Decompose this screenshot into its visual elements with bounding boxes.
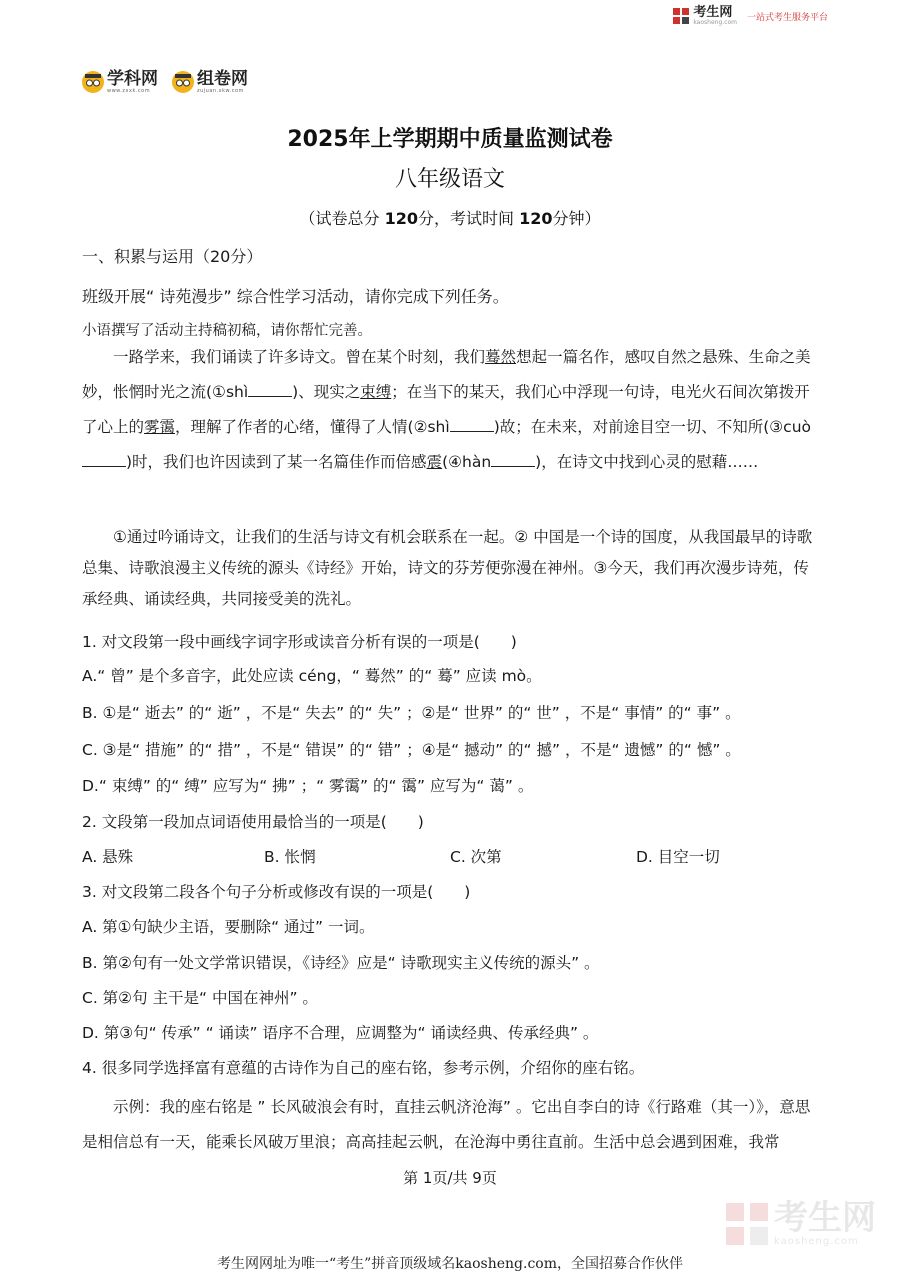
watermark-logo-icon xyxy=(726,1203,768,1245)
question-2-option-c[interactable]: C. 次第 xyxy=(450,848,502,866)
watermark xyxy=(726,1200,876,1247)
question-4-stem: 4. 很多同学选择富有意蕴的古诗作为自己的座右铭，参考示例，介绍你的座右铭。 xyxy=(82,1059,645,1077)
question-2-option-d[interactable]: D. 目空一切 xyxy=(636,848,720,866)
page-number: 第 1页/共 9页 xyxy=(403,1169,497,1187)
question-3-option-b[interactable]: B. 第②句有一处文学常识错误，《诗经》应是“ 诗歌现实主义传统的源头” 。 xyxy=(82,954,600,972)
question-1-option-a[interactable]: A.“ 曾” 是个多音字，此处应读 céng，“ 蓦然” 的“ 蓦” 应读 mò。 xyxy=(82,667,542,685)
question-2-stem: 2. 文段第一段加点词语使用最恰当的一项是( ) xyxy=(82,813,424,831)
question-1-stem: 1. 对文段第一段中画线字词字形或读音分析有误的一项是( ) xyxy=(82,633,517,651)
question-3-option-d[interactable]: D. 第③句“ 传承” “ 诵读” 语序不合理，应调整为“ 诵读经典、传承经典” 。 xyxy=(82,1024,599,1042)
footer-note: 考生网网址为唯一“考生”拼音顶级域名kaosheng.com，全国招募合作伙伴 xyxy=(216,1256,684,1272)
info-pre: （试卷总分 xyxy=(299,209,385,228)
zxxk-logo xyxy=(82,70,158,94)
underlined-word: 震 xyxy=(426,453,443,471)
info-post: 分钟） xyxy=(552,209,601,228)
brand-name: 考生网 xyxy=(693,5,733,20)
question-3-option-c[interactable]: C. 第②句 主干是“ 中国在神州” 。 xyxy=(82,989,318,1007)
logo2-name: 组卷网 xyxy=(197,69,248,89)
task-text: 班级开展“ 诗苑漫步” 综合性学习活动，请你完成下列任务。 xyxy=(82,287,509,306)
watermark-domain: kaosheng.com xyxy=(774,1236,859,1247)
underlined-word: 束缚 xyxy=(360,383,392,401)
kaosheng-logo-icon xyxy=(673,8,689,24)
underlined-word: 雾霭 xyxy=(144,418,176,436)
question-2-options xyxy=(82,845,820,867)
exam-info xyxy=(0,206,900,229)
answer-blank-2[interactable] xyxy=(450,417,494,432)
zujuan-logo xyxy=(172,70,248,94)
info-mid: 分，考试时间 xyxy=(417,209,520,228)
intro-text: 小语撰写了活动主持稿初稿，请你帮忙完善。 xyxy=(82,323,372,339)
brand-domain: kaosheng.com xyxy=(693,19,737,26)
answer-blank-3[interactable] xyxy=(82,452,126,467)
paragraph-1: 一路学来，我们诵读了许多诗文。曾在某个时刻，我们蓦然想起一篇名作，感叹自然之悬殊、生命之美妙，怅惘时光之流(①shì )、现实之束缚；在当下的某天，我们心中浮现一句诗，电光火石间次第拨开了心上的雾霭，理解了作者的心绪，懂得了人情(②shì )故；在未来，对前途目空一切、不知所(③cuò)时，我们也许因读到了某一名篇佳作而倍感震(④hàn )，在诗文中找到心灵的慰藉…… xyxy=(82,348,812,471)
logo1-name: 学科网 xyxy=(107,69,158,89)
logo1-url: www.zxxk.com xyxy=(107,88,151,94)
answer-blank-4[interactable] xyxy=(491,452,535,467)
question-1-option-d[interactable]: D.“ 束缚” 的“ 缚” 应写为“ 拂” ；“ 雾霭” 的“ 霭” 应写为“ 蔼” 。 xyxy=(82,777,534,795)
mascot-icon xyxy=(172,71,194,93)
section-heading: 一、积累与运用（20分） xyxy=(82,247,263,266)
watermark-text: 考生网 xyxy=(774,1198,876,1238)
exam-subject: 八年级语文 xyxy=(394,167,505,192)
mascot-icon xyxy=(82,71,104,93)
paragraph-2: ①通过吟诵诗文，让我们的生活与诗文有机会联系在一起。② 中国是一个诗的国度，从我国最早的诗歌总集、诗歌浪漫主义传统的源头《诗经》开始，诗文的芬芳便弥漫在神州。③今天，我们再次漫步诗苑，传承经典、诵读经典，共同接受美的洗礼。 xyxy=(82,528,813,608)
exam-title: 2025年上学期期中质量监测试卷 xyxy=(287,127,613,152)
brand-slogan: 一站式考生服务平台 xyxy=(746,12,828,23)
question-2-option-b[interactable]: B. 怅惘 xyxy=(264,848,316,866)
question-2-option-a[interactable]: A. 悬殊 xyxy=(82,848,134,866)
brand-header xyxy=(673,6,828,26)
question-1-option-c[interactable]: C. ③是“ 措施” 的“ 措” ，不是“ 错误” 的“ 错” ；④是“ 撼动” 的“ 撼” ，不是“ 遗憾” 的“ 憾” 。 xyxy=(82,741,741,759)
logo2-url: zujuan.xkw.com xyxy=(197,88,244,94)
info-score: 120 xyxy=(384,209,418,228)
underlined-word: 蓦然 xyxy=(485,348,517,366)
answer-blank-1[interactable] xyxy=(248,382,292,397)
question-4-example: 示例：我的座右铭是 ” 长风破浪会有时，直挂云帆济沧海” 。它出自李白的诗《行路难（其一）》，意思是相信总有一天，能乘长风破万里浪；高高挂起云帆，在沧海中勇往直前。生活中总会遇到困难，我常 xyxy=(82,1098,811,1151)
info-time: 120 xyxy=(519,209,553,228)
question-3-stem: 3. 对文段第二段各个句子分析或修改有误的一项是( ) xyxy=(82,883,471,901)
question-3-option-a[interactable]: A. 第①句缺少主语，要删除“ 通过” 一词。 xyxy=(82,918,375,936)
partner-logos xyxy=(82,70,248,94)
question-1-option-b[interactable]: B. ①是“ 逝去” 的“ 逝” ，不是“ 失去” 的“ 失” ；②是“ 世界” 的“ 世” ，不是“ 事情” 的“ 事” 。 xyxy=(82,704,741,722)
